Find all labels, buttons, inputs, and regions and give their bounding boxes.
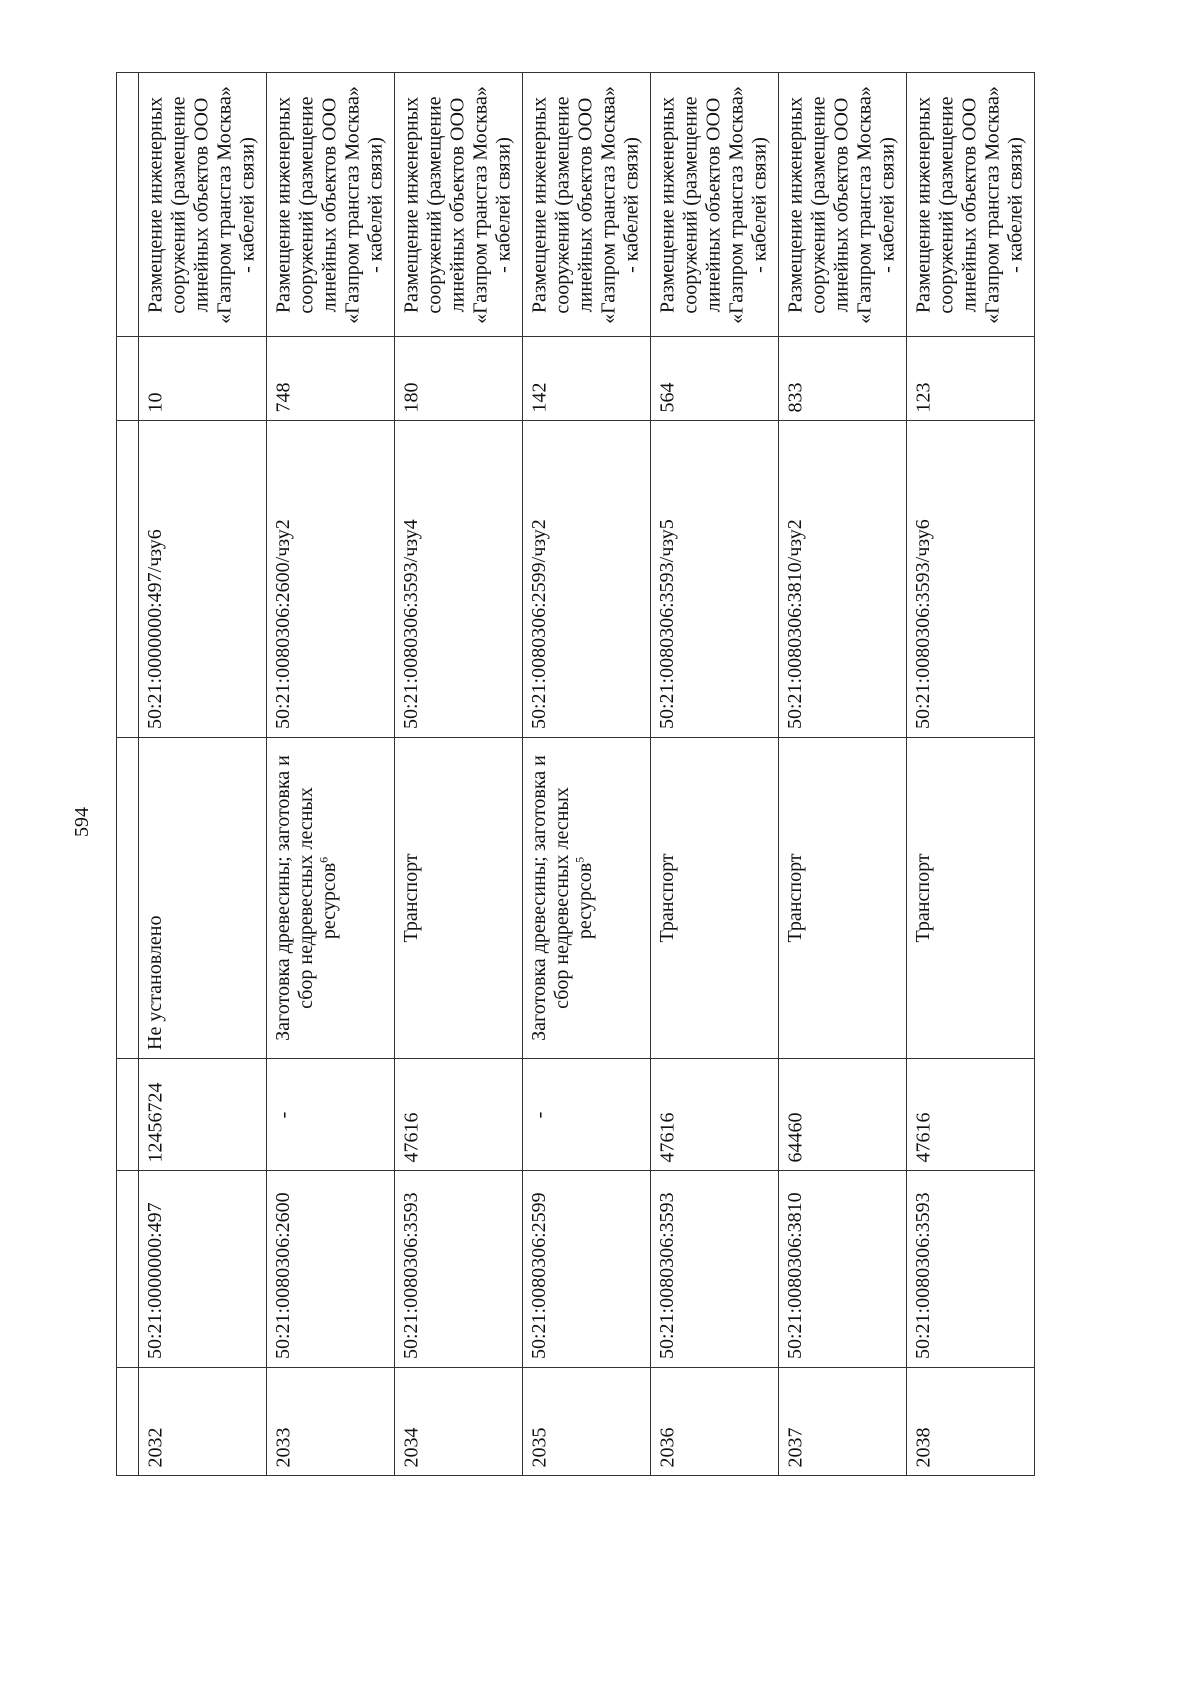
zone-purpose-cell [907,73,1035,337]
cadastral-number-cell [139,1171,267,1368]
permitted-use: Заготовка древесины; заготовка и сбор недревесных лесных ресурсов$^6$ [272,755,340,1041]
zone-area-cell [779,337,907,421]
row-number-cell [779,1368,907,1476]
column-header [117,1171,139,1368]
zone-purpose: Размещение инженерных сооружений (размещение линейных объектов ООО «Газпром трансгаз Москва» - кабелей связи) [912,85,1026,324]
zone-purpose: Размещение инженерных сооружений (размещение линейных объектов ООО «Газпром трансгаз Москва» - кабелей связи) [400,85,514,324]
zone-area-cell [523,337,651,421]
zone-number-cell [907,421,1035,738]
row-number: 2038 [912,1427,934,1467]
land-plots-table [116,72,1035,1476]
zone-purpose-cell [139,73,267,337]
zone-number-cell [779,421,907,738]
zone-area: 833 [784,382,806,412]
row-number-cell [139,1368,267,1476]
permitted-use-cell [395,738,523,1059]
row-number-cell [651,1368,779,1476]
cadastral-number-cell [779,1171,907,1368]
zone-number-cell [139,421,267,738]
cadastral-number: 50:21:0080306:3593 [656,1192,678,1359]
zone-purpose-cell [523,73,651,337]
zone-number: 50:21:0000000:497/чзу6 [144,529,166,729]
zone-purpose-cell [651,73,779,337]
table-row [117,738,1035,1059]
zone-area-cell [651,337,779,421]
footnote-mark: 6 [316,856,331,863]
permitted-use: Заготовка древесины; заготовка и сбор недревесных лесных ресурсов$^5$ [528,755,596,1041]
table-row [117,421,1035,738]
zone-area-cell [395,337,523,421]
zone-area: 10 [144,392,166,412]
zone-number: 50:21:0080306:3593/чзу4 [400,519,422,729]
permitted-use: Транспорт [784,853,806,943]
row-number: 2037 [784,1427,806,1467]
zone-number: 50:21:0080306:2599/чзу2 [528,519,550,729]
column-header [117,1368,139,1476]
row-number-cell [395,1368,523,1476]
table-row [117,1171,1035,1368]
plot-area: 64460 [784,1112,806,1162]
page-number: 594 [71,807,93,837]
plot-area-cell [267,1059,395,1171]
zone-number: 50:21:0080306:3810/чзу2 [784,519,806,729]
row-number: 2033 [272,1427,294,1467]
footnote-mark: 5 [572,856,587,863]
table-row [117,1059,1035,1171]
permitted-use-cell [267,738,395,1059]
permitted-use-cell [907,738,1035,1059]
permitted-use: Транспорт [912,853,934,943]
column-header [117,1059,139,1171]
cadastral-number: 50:21:0080306:3593 [400,1192,422,1359]
zone-purpose: Размещение инженерных сооружений (размещение линейных объектов ООО «Газпром трансгаз Москва» - кабелей связи) [656,85,770,324]
zone-purpose: Размещение инженерных сооружений (размещение линейных объектов ООО «Газпром трансгаз Москва» - кабелей связи) [272,85,386,324]
permitted-use-cell [651,738,779,1059]
zone-area-cell [139,337,267,421]
plot-area: - [272,1111,294,1118]
zone-area: 142 [528,382,550,412]
plot-area: 47616 [400,1112,422,1162]
zone-area-cell [907,337,1035,421]
row-number: 2036 [656,1427,678,1467]
cadastral-number: 50:21:0000000:497 [144,1202,166,1359]
plot-area: 12456724 [144,1082,166,1162]
row-number-cell [523,1368,651,1476]
zone-area: 123 [912,382,934,412]
permitted-use-cell [523,738,651,1059]
cadastral-number: 50:21:0080306:2599 [528,1192,550,1359]
zone-area: 564 [656,382,678,412]
zone-number-cell [395,421,523,738]
plot-area-cell [651,1059,779,1171]
zone-number-cell [523,421,651,738]
zone-number: 50:21:0080306:2600/чзу2 [272,519,294,729]
cadastral-number-cell [267,1171,395,1368]
plot-area: - [528,1111,550,1118]
cadastral-number-cell [651,1171,779,1368]
column-header [117,738,139,1059]
plot-area: 47616 [656,1112,678,1162]
row-number: 2034 [400,1427,422,1467]
zone-purpose: Размещение инженерных сооружений (размещение линейных объектов ООО «Газпром трансгаз Москва» - кабелей связи) [528,85,642,324]
zone-number: 50:21:0080306:3593/чзу5 [656,519,678,729]
permitted-use-cell [779,738,907,1059]
permitted-use-cell [139,738,267,1059]
cadastral-number-cell [523,1171,651,1368]
zone-number-cell [651,421,779,738]
table-row [117,337,1035,421]
row-number-cell [907,1368,1035,1476]
zone-purpose-cell [779,73,907,337]
cadastral-number: 50:21:0080306:3810 [784,1192,806,1359]
zone-area: 748 [272,382,294,412]
plot-area-cell [907,1059,1035,1171]
cadastral-number: 50:21:0080306:3593 [912,1192,934,1359]
plot-area-cell [139,1059,267,1171]
table-row [117,1368,1035,1476]
plot-area-cell [395,1059,523,1171]
permitted-use: Транспорт [656,853,678,943]
zone-number: 50:21:0080306:3593/чзу6 [912,519,934,729]
zone-purpose-cell [267,73,395,337]
table-row [117,73,1035,337]
zone-number-cell [267,421,395,738]
cadastral-number-cell [395,1171,523,1368]
plot-area-cell [779,1059,907,1171]
plot-area-cell [523,1059,651,1171]
permitted-use: Не установлено [144,915,166,1050]
zone-area: 180 [400,382,422,412]
zone-purpose: Размещение инженерных сооружений (размещение линейных объектов ООО «Газпром трансгаз Москва» - кабелей связи) [784,85,898,324]
row-number-cell [267,1368,395,1476]
zone-area-cell [267,337,395,421]
cadastral-number: 50:21:0080306:2600 [272,1192,294,1359]
zone-purpose: Размещение инженерных сооружений (размещение линейных объектов ООО «Газпром трансгаз Москва» - кабелей связи) [144,85,258,324]
permitted-use: Транспорт [400,853,422,943]
plot-area: 47616 [912,1112,934,1162]
column-header [117,421,139,738]
column-header [117,73,139,337]
column-header [117,337,139,421]
zone-purpose-cell [395,73,523,337]
cadastral-number-cell [907,1171,1035,1368]
row-number: 2032 [144,1427,166,1467]
row-number: 2035 [528,1427,550,1467]
